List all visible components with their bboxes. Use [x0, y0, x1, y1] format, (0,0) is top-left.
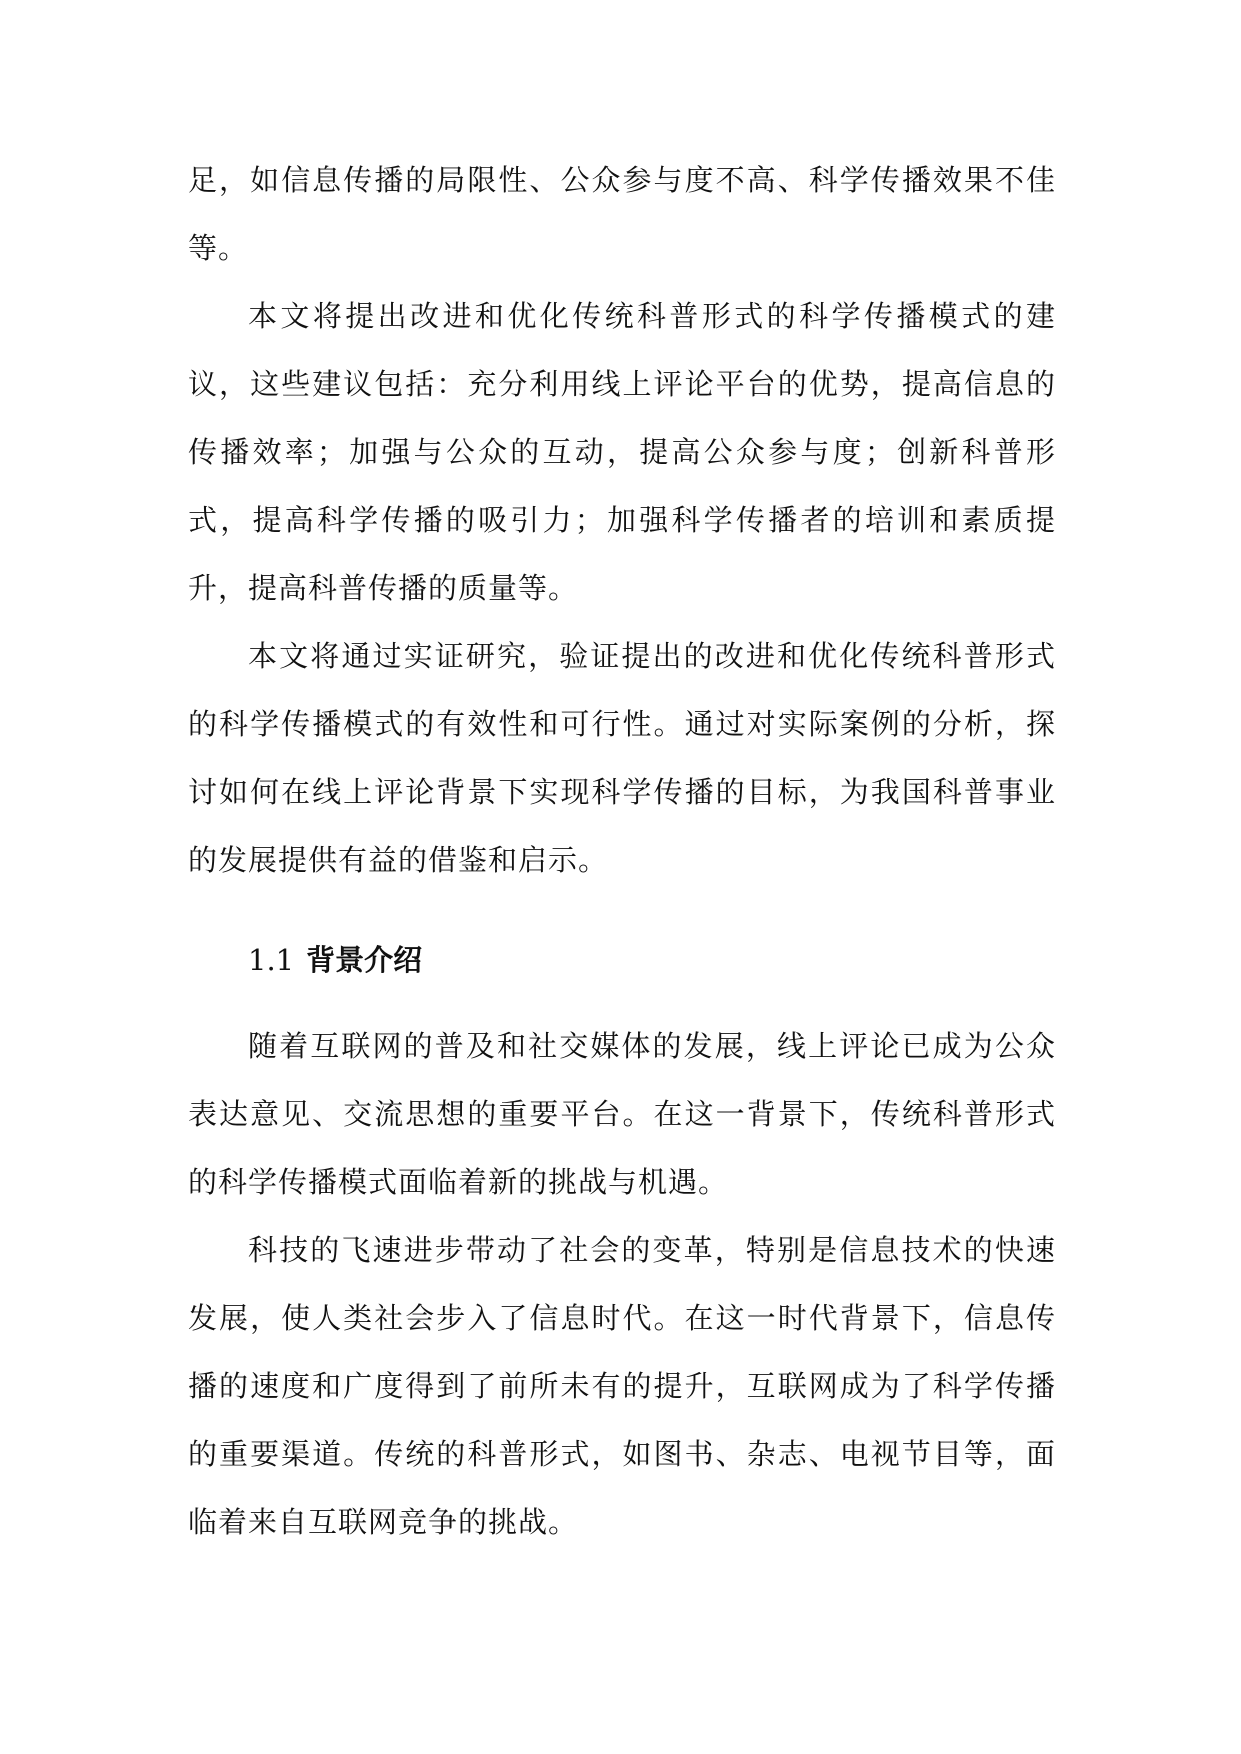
paragraph-background-1: 随着互联网的普及和社交媒体的发展，线上评论已成为公众表达意见、交流思想的重要平台。在这一背景下，传统科普形式的科学传播模式面临着新的挑战与机遇。	[188, 1029, 1056, 1199]
body-text-top	[188, 146, 1056, 894]
section-title: 背景介绍	[306, 943, 423, 977]
section-number: 1.1	[248, 943, 295, 977]
paragraph-empirical: 本文将通过实证研究，验证提出的改进和优化传统科普形式的科学传播模式的有效性和可行性。通过对实际案例的分析，探讨如何在线上评论背景下实现科学传播的目标，为我国科普事业的发展提供有益的借鉴和启示。	[188, 639, 1056, 877]
paragraph-suggestions: 本文将提出改进和优化传统科普形式的科学传播模式的建议，这些建议包括：充分利用线上评论平台的优势，提高信息的传播效率；加强与公众的互动，提高公众参与度；创新科普形式，提高科学传播的吸引力；加强科学传播者的培训和素质提升，提高科普传播的质量等。	[188, 299, 1056, 605]
paragraph-continued: 足，如信息传播的局限性、公众参与度不高、科学传播效果不佳等。	[188, 163, 1056, 265]
body-text-bottom	[188, 1012, 1056, 1556]
section-heading	[248, 935, 422, 985]
paragraph-background-2: 科技的飞速进步带动了社会的变革，特别是信息技术的快速发展，使人类社会步入了信息时代。在这一时代背景下，信息传播的速度和广度得到了前所未有的提升，互联网成为了科学传播的重要渠道。传统的科普形式，如图书、杂志、电视节目等，面临着来自互联网竞争的挑战。	[188, 1233, 1056, 1539]
